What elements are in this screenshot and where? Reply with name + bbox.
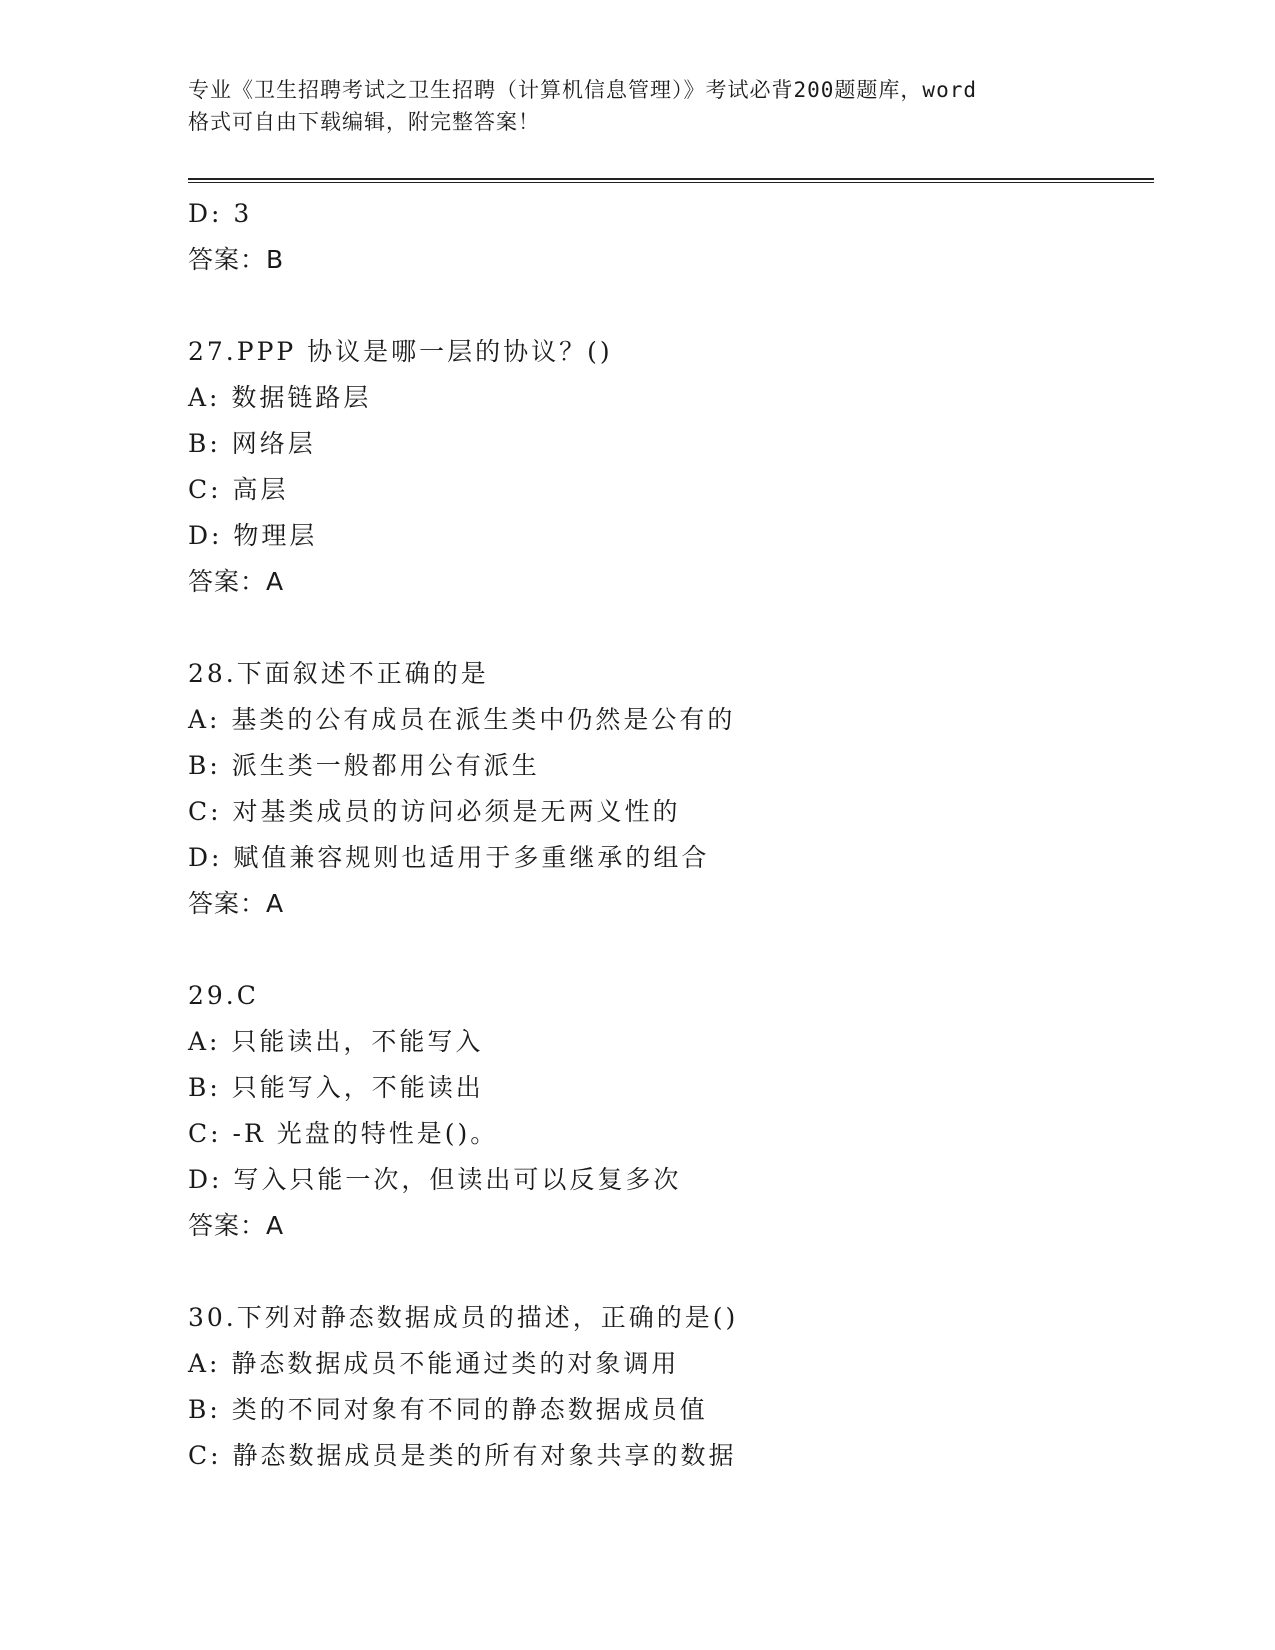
header-line-1: 专业《卫生招聘考试之卫生招聘（计算机信息管理）》考试必背200题题库，word [188,78,977,102]
question-30 [188,1295,1148,1479]
question-28 [188,651,1148,927]
spacer [188,605,1148,651]
option-a: A: 静态数据成员不能通过类的对象调用 [188,1349,680,1378]
question-stem: 28.下面叙述不正确的是 [188,659,489,688]
question-content [188,191,1148,1479]
spacer [188,1249,1148,1295]
answer: 答案：A [188,567,285,596]
question-27 [188,329,1148,605]
option-d: D: 物理层 [188,521,318,550]
answer: 答案：A [188,1211,285,1240]
option-b: B: 类的不同对象有不同的静态数据成员值 [188,1395,708,1424]
option-b: B: 只能写入，不能读出 [188,1073,484,1102]
question-stem: 29.C [188,981,259,1010]
option-c: C: -R 光盘的特性是()。 [188,1119,499,1148]
option-d: D: 赋值兼容规则也适用于多重继承的组合 [188,843,710,872]
option-c: C: 高层 [188,475,289,504]
header-rule-thick [188,178,1154,180]
prev-option-d: D: 3 [188,199,253,228]
header-line-2: 格式可自由下载编辑，附完整答案！ [188,110,540,134]
option-b: B: 网络层 [188,429,316,458]
option-a: A: 只能读出，不能写入 [188,1027,484,1056]
question-stem: 27.PPP 协议是哪一层的协议？() [188,337,613,366]
option-c: C: 对基类成员的访问必须是无两义性的 [188,797,681,826]
question-stem: 30.下列对静态数据成员的描述，正确的是() [188,1303,739,1332]
option-a: A: 基类的公有成员在派生类中仍然是公有的 [188,705,736,734]
spacer [188,927,1148,973]
spacer [188,283,1148,329]
question-29 [188,973,1148,1249]
document-header [188,74,1088,138]
option-d: D: 写入只能一次，但读出可以反复多次 [188,1165,682,1194]
prev-answer: 答案：B [188,245,285,274]
answer: 答案：A [188,889,285,918]
option-b: B: 派生类一般都用公有派生 [188,751,540,780]
option-a: A: 数据链路层 [188,383,372,412]
option-c: C: 静态数据成员是类的所有对象共享的数据 [188,1441,737,1470]
header-rule-thin [188,182,1154,183]
